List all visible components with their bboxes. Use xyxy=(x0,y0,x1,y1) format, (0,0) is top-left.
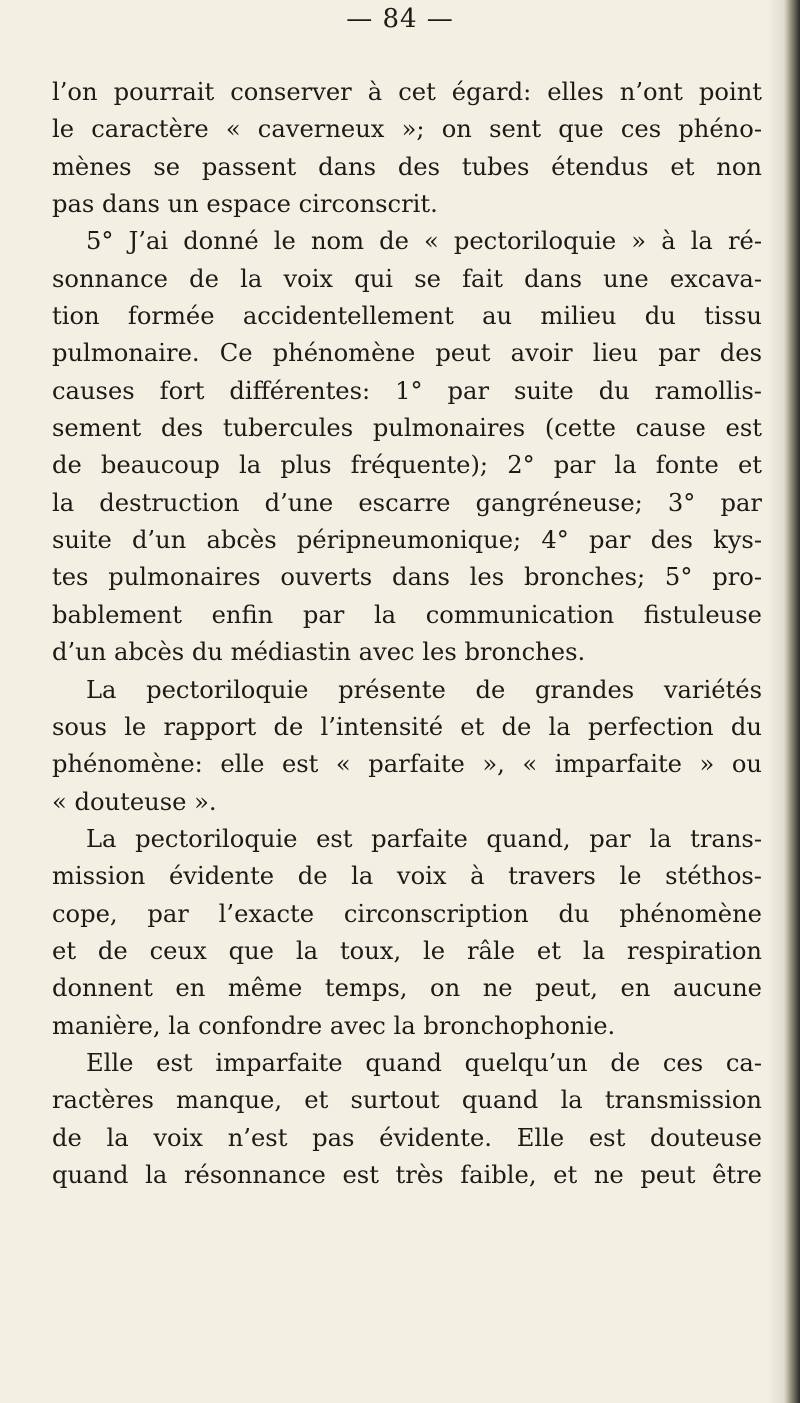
text-line: l’on pourrait conserver à cet égard: elles n’ont point xyxy=(52,78,762,106)
text-line: sement des tubercules pulmonaires (cette cause est xyxy=(52,414,762,443)
text-line: mènes se passent dans des tubes étendus et non xyxy=(52,152,762,181)
text-line: Elle est imparfaite quand quelqu’un de ces ca- xyxy=(86,1048,762,1077)
text-line: La pectoriloquie est parfaite quand, par la trans- xyxy=(86,824,762,853)
body-text xyxy=(52,74,762,1194)
text-line: 5° J’ai donné le nom de « pectoriloquie » à la ré- xyxy=(86,227,762,256)
text-line: pas dans un espace circonscrit. xyxy=(52,190,438,219)
text-line: tion formée accidentellement au milieu du tissu xyxy=(52,302,762,331)
text-line: phénomène: elle est « parfaite », « imparfaite » ou xyxy=(52,750,762,779)
text-line: sous le rapport de l’intensité et de la perfection du xyxy=(52,712,762,741)
text-line: pulmonaire. Ce phénomène peut avoir lieu par des xyxy=(52,339,762,368)
page-number-header: — 84 — xyxy=(346,4,454,34)
text-line: bablement enfin par la communication fistuleuse xyxy=(52,600,762,629)
text-line: causes fort différentes: 1° par suite du ramollis- xyxy=(52,376,762,405)
text-line: d’un abcès du médiastin avec les bronches. xyxy=(52,638,586,667)
text-line: de la voix n’est pas évidente. Elle est douteuse xyxy=(52,1123,762,1152)
text-line: de beaucoup la plus fréquente); 2° par la fonte et xyxy=(52,451,762,480)
text-line: sonnance de la voix qui se fait dans une excava- xyxy=(52,264,762,293)
text-line: la destruction d’une escarre gangréneuse; 3° par xyxy=(52,488,762,517)
text-line: et de ceux que la toux, le râle et la respiration xyxy=(52,936,762,965)
text-line: « douteuse ». xyxy=(52,787,217,816)
text-line: suite d’un abcès péripneumonique; 4° par des kys- xyxy=(52,526,762,555)
text-line: La pectoriloquie présente de grandes variétés xyxy=(86,675,762,704)
text-line: donnent en même temps, on ne peut, en aucune xyxy=(52,974,762,1003)
text-line: tes pulmonaires ouverts dans les bronches; 5° pro- xyxy=(52,563,762,592)
text-line: le caractère « caverneux »; on sent que ces phéno- xyxy=(52,115,762,144)
page-spine-edge xyxy=(786,0,800,1403)
text-line: mission évidente de la voix à travers le stéthos- xyxy=(52,862,762,891)
text-line: cope, par l’exacte circonscription du phénomène xyxy=(52,899,762,928)
text-line: manière, la confondre avec la bronchophonie. xyxy=(52,1011,616,1040)
text-line: quand la résonnance est très faible, et ne peut être xyxy=(52,1160,762,1189)
text-line: ractères manque, et surtout quand la transmission xyxy=(52,1086,762,1115)
